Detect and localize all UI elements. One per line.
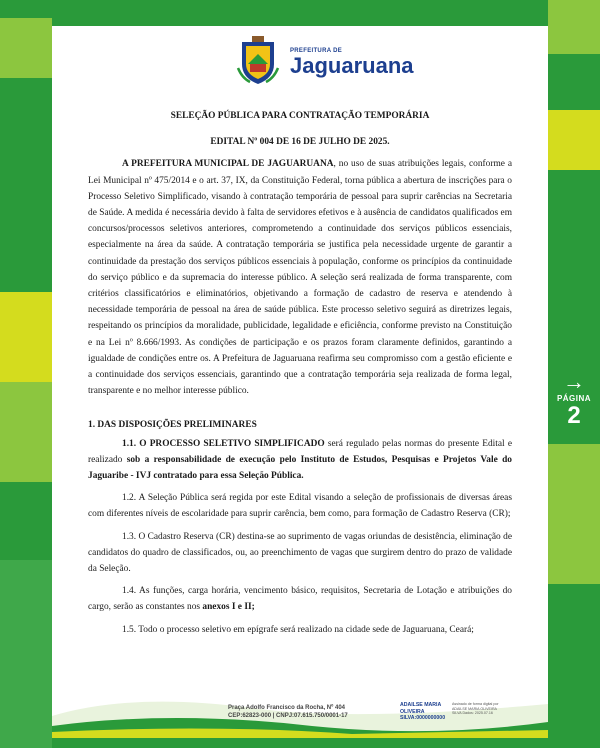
item-1-4-text: 1.4. As funções, carga horária, vencimento básico, requisitos, Secretaria de Lotação e atribuições do cargo, serão as constantes nos <box>88 586 512 613</box>
page-footer <box>52 686 548 738</box>
arrow-right-icon[interactable]: → <box>563 369 585 394</box>
page-indicator <box>552 369 596 429</box>
logo-subtitle: PREFEITURA DE <box>290 48 343 54</box>
signature-line-1: ADAILSE MARIA <box>400 702 442 708</box>
bg-block-top-right <box>548 0 600 54</box>
bg-block-right-yellow <box>548 110 600 170</box>
intro-bold: A PREFEITURA MUNICIPAL DE JAGUARUANA <box>122 159 334 170</box>
coat-of-arms-icon <box>236 34 280 86</box>
page-number: 2 <box>567 402 581 429</box>
bg-block-left-yellow <box>0 292 52 382</box>
intro-paragraph <box>88 156 512 399</box>
item-1-1-bold2: sob a responsabilidade de execução pelo Instituto de Estudos, Pesquisas e Projetos Vale do Jaguaribe - IVJ contratado para essa Seleção Pública. <box>88 454 512 482</box>
intro-text: , no uso de suas atribuições legais, conforme a Lei Municipal nº 475/2014 e o art. 37, IX, da Constituição Federal, torna pública a abertura de inscrições para o Processo Seletivo Simplificado, visando à contratação temporária de pessoal para suprir carências na Secretaria de Saúde. A medida é necessária devido à falta de servidores efetivos e à ausência de candidatos qualificados em concursos/processos seletivos anteriores, comprometendo a continuidade dos serviços públicos essenciais, especialmente na área da saúde. A contratação temporária se justifica pela necessidade urgente de garantir a continuidade da prestação dos serviços públicos essenciais à população, conforme os princípios da continuidade do serviço público e da supremacia do interesse público. A seleção será realizada de forma transparente, com critérios classificatórios e eliminatórios, objetivando a formação de cadastro de reserva e atendendo à necessidade temporária de pessoal na área de saúde pública. Este processo seletivo seguirá as diretrizes legais, respeitando os princípios da moralidade, publicidade, legalidade e eficiência, conforme previsto na Constituição e na Lei nº 8.666/1993. As condições de participação e os prazos foram claramente definidos, garantindo a igualdade de condições entre os. A Prefeitura de Jaguaruana reafirma seu compromisso com a gestão eficiente e a continuidade dos serviços essenciais, garantindo que a contratação temporária seja realizada de forma legal, transparente e no melhor interesse público. <box>88 159 512 397</box>
document-title: SELEÇÃO PÚBLICA PARA CONTRATAÇÃO TEMPORÁRIA <box>170 111 430 121</box>
prefeitura-logo <box>236 34 414 90</box>
item-1-1-num: 1.1. <box>122 438 137 449</box>
bg-block-bottom-left <box>0 560 52 748</box>
bg-block-top-left <box>0 18 52 78</box>
signature-line-3: SILVA:0000000000 <box>400 715 446 721</box>
logo-title: Jaguaruana <box>290 53 414 78</box>
bg-block-left-light <box>0 382 52 482</box>
footer-address <box>228 704 348 720</box>
item-1-4 <box>88 583 512 615</box>
document-body <box>88 108 512 638</box>
item-1-4-bold: anexos I e II; <box>202 602 255 613</box>
page-label: PÁGINA <box>556 394 592 403</box>
item-1-3: 1.3. O Cadastro Reserva (CR) destina-se ao suprimento de vagas oriundas de desistência, eliminação de candidatos do quadro de classificados, ou, ao preenchimento de vagas que surgirem dentro do prazo de validade da Seleção. <box>88 531 512 575</box>
section-heading: 1. DAS DISPOSIÇÕES PRELIMINARES <box>88 420 257 431</box>
item-1-1-text: será regulado pelas normas do presente Edital e realizado <box>88 438 512 465</box>
digital-signature <box>400 702 445 722</box>
address-line-1: Praça Adolfo Francisco da Rocha, Nº 404 <box>228 705 346 711</box>
item-1-1 <box>88 436 512 485</box>
item-1-5: 1.5. Todo o processo seletivo em epígrafe será realizado na cidade sede de Jaguaruana, Ceará; <box>122 624 474 635</box>
item-1-1-bold: O PROCESSO SELETIVO SIMPLIFICADO <box>136 438 325 449</box>
signature-line-2: OLIVEIRA <box>400 708 425 715</box>
document-page <box>52 26 548 738</box>
signature-note: Assinado de forma digital por ADAILSE MARIA OLIVEIRA SILVA Dados: 2025.07.16 <box>452 702 499 716</box>
edital-number: EDITAL Nº 004 DE 16 DE JULHO DE 2025. <box>210 137 390 148</box>
item-1-2: 1.2. A Seleção Pública será regida por este Edital visando a seleção de profissionais de diversas áreas com diferentes níveis de escolaridade para suprir carência, bem como, para formação de Cadastro Reserva (CR); <box>88 493 512 520</box>
bg-block-right-light <box>548 444 600 584</box>
address-line-2: CEP:62823-000 | CNPJ:07.615.750/0001-17 <box>228 713 348 719</box>
